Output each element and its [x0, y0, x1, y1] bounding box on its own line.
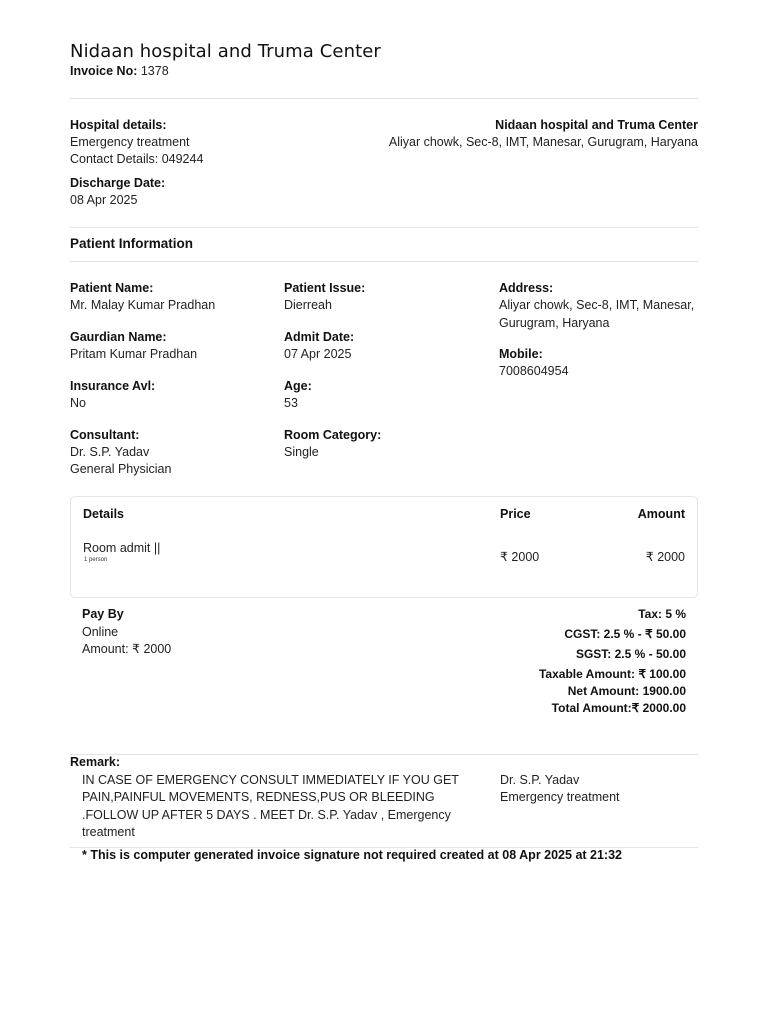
divider: [70, 754, 698, 755]
remark-line-3: .FOLLOW UP AFTER 5 DAYS . MEET Dr. S.P. Yadav , Emergency: [82, 808, 451, 822]
age-value: 53: [284, 396, 298, 410]
room-category: Single: [284, 445, 319, 459]
admit-date: 07 Apr 2025: [284, 347, 352, 361]
patient-issue: Dierreah: [284, 298, 332, 312]
items-table: [70, 496, 698, 598]
signing-doctor: Dr. S.P. Yadav: [500, 773, 580, 787]
remark-line-1: IN CASE OF EMERGENCY CONSULT IMMEDIATELY IF YOU GET: [82, 773, 459, 787]
consultant-role: General Physician: [70, 462, 172, 476]
age-label: Age:: [284, 379, 312, 393]
divider: [70, 227, 698, 228]
payment-method: Online: [82, 625, 119, 639]
invoice-number: [70, 63, 169, 80]
divider: [70, 98, 698, 99]
hospital-address: Aliyar chowk, Sec-8, IMT, Manesar, Gurugram, Haryana: [388, 135, 698, 149]
patient-issue-label: Patient Issue:: [284, 281, 366, 295]
footer-note: * This is computer generated invoice signature not required created at 08 Apr 2025 at 21:32: [82, 848, 622, 862]
total-amount: Total Amount:₹ 2000.00: [551, 701, 686, 715]
invoice-number-value: 1378: [140, 64, 169, 78]
tax-rate: Tax: 5 %: [638, 607, 686, 621]
pay-by-label: Pay By: [82, 607, 124, 621]
remark-line-4: treatment: [82, 825, 135, 839]
item-price: ₹ 2000: [500, 550, 540, 564]
insurance-label: Insurance Avl:: [70, 379, 156, 393]
remark-line-2: PAIN,PAINFUL MOVEMENTS, REDNESS,PUS OR BLEEDING: [82, 790, 435, 804]
remark-label: Remark:: [70, 755, 121, 769]
address-label: Address:: [499, 281, 554, 295]
invoice-number-label: Invoice No:: [70, 64, 138, 78]
hospital-contact: Contact Details: 049244: [70, 152, 204, 166]
address-line-1: Aliyar chowk, Sec-8, IMT, Manesar,: [499, 298, 695, 312]
table-header-price: Price: [500, 507, 531, 521]
hospital-department: Emergency treatment: [70, 135, 190, 149]
item-subtext: 1 person: [84, 557, 108, 563]
item-name: Room admit ||: [83, 541, 161, 555]
mobile-label: Mobile:: [499, 347, 543, 361]
patient-name-label: Patient Name:: [70, 281, 154, 295]
admit-date-label: Admit Date:: [284, 330, 355, 344]
hospital-details-label: Hospital details:: [70, 118, 167, 132]
hospital-name: Nidaan hospital and Truma Center: [495, 118, 698, 132]
sgst-line: SGST: 2.5 % - 50.00: [575, 647, 686, 661]
payment-amount: Amount: ₹ 2000: [82, 642, 172, 656]
patient-name: Mr. Malay Kumar Pradhan: [70, 298, 216, 312]
item-amount: ₹ 2000: [645, 550, 685, 564]
totals-block: [386, 606, 686, 717]
address-line-2: Gurugram, Haryana: [499, 316, 610, 330]
consultant-label: Consultant:: [70, 428, 140, 442]
table-header-details: Details: [83, 507, 124, 521]
room-category-label: Room Category:: [284, 428, 382, 442]
consultant-name: Dr. S.P. Yadav: [70, 445, 150, 459]
page-title: Nidaan hospital and Truma Center: [70, 41, 381, 62]
signing-department: Emergency treatment: [500, 790, 620, 804]
discharge-date-label: Discharge Date:: [70, 176, 166, 190]
net-amount: Net Amount: 1900.00: [567, 684, 686, 698]
guardian-name: Pritam Kumar Pradhan: [70, 347, 198, 361]
patient-info-title: Patient Information: [70, 236, 194, 251]
taxable-amount: Taxable Amount: ₹ 100.00: [538, 667, 686, 681]
cgst-line: CGST: 2.5 % - ₹ 50.00: [564, 627, 686, 641]
guardian-name-label: Gaurdian Name:: [70, 330, 167, 344]
discharge-date: 08 Apr 2025: [70, 193, 138, 207]
divider: [70, 261, 698, 262]
table-header-amount: Amount: [637, 507, 685, 521]
insurance-value: No: [70, 396, 86, 410]
mobile-number: 7008604954: [499, 364, 569, 378]
